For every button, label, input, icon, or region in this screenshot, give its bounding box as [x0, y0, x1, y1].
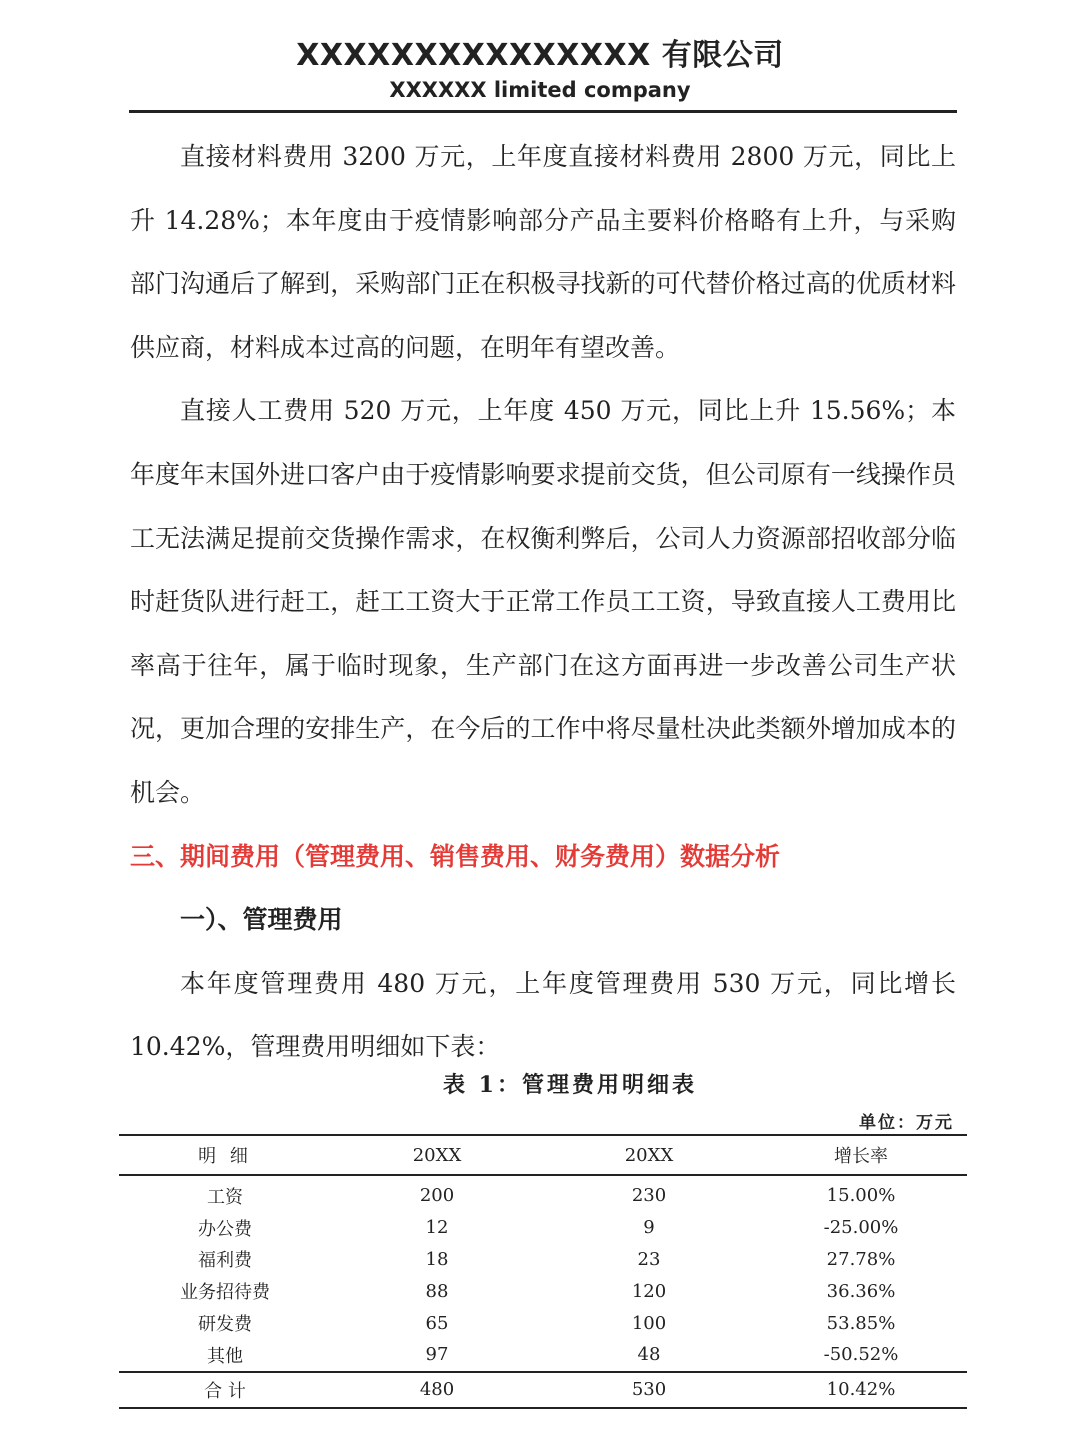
table-cell: 48: [637, 1344, 661, 1366]
table-cell: 其他: [207, 1345, 243, 1367]
table-cell: 办公费: [198, 1218, 252, 1240]
table-cell: 合 计: [119, 1372, 331, 1408]
document-body: [130, 125, 956, 1079]
paragraph-direct-labor: 直接人工费用 520 万元，上年度 450 万元，同比上升 15.56%；本年度年末国外进口客户由于疫情影响要求提前交货，但公司原有一线操作员工无法满足提前交货操作需求，在权衡利弊后，公司人力资源部招收部分临时赶货队进行赶工，赶工工资大于正常工作员工工资，导致直接人工费用比率高于往年，属于临时现象，生产部门在这方面再进一步改善公司生产状况，更加合理的安排生产，在今后的工作中将尽量杜决此类额外增加成本的机会。: [130, 396, 956, 807]
table-cell: 9: [643, 1217, 655, 1239]
table-cell: 100: [631, 1312, 667, 1334]
table-cell: 工资: [207, 1186, 243, 1208]
table-cell: 480: [331, 1372, 543, 1408]
table-cell: 97: [425, 1344, 449, 1366]
table-cell: -50.52%: [823, 1344, 899, 1366]
sub-heading: 一）、管理费用: [180, 905, 343, 935]
table-cell: 120: [631, 1280, 667, 1302]
table-cell: 530: [543, 1372, 755, 1408]
company-title: XXXXXXXXXXXXXXX 有限公司: [296, 38, 784, 73]
paragraph-admin-expenses: 本年度管理费用 480 万元，上年度管理费用 530 万元，同比增长 10.42%，管理费用明细如下表：: [130, 968, 956, 1062]
table-cell: 研发费: [198, 1314, 252, 1336]
table-row: [119, 1212, 967, 1244]
column-header: 增长率: [755, 1135, 967, 1175]
table-caption: 表 1：管理费用明细表: [443, 1072, 697, 1098]
table-cell: 36.36%: [826, 1280, 896, 1302]
column-header: 20XX: [331, 1135, 543, 1175]
table-cell: 福利费: [198, 1250, 252, 1272]
column-header: 20XX: [543, 1135, 755, 1175]
table-cell: 65: [425, 1312, 449, 1334]
table-cell: 15.00%: [826, 1185, 896, 1207]
table-row: [119, 1339, 967, 1372]
table-cell: 10.42%: [755, 1372, 967, 1408]
table-row: [119, 1307, 967, 1339]
table-row: [119, 1244, 967, 1276]
table-cell: 业务招待费: [180, 1282, 270, 1304]
table-cell: 23: [637, 1248, 661, 1270]
column-header: 明 细: [119, 1135, 331, 1175]
admin-expense-table: [119, 1134, 967, 1409]
table-cell: 230: [631, 1185, 667, 1207]
table-total-row: [119, 1372, 967, 1408]
table-header-row: [119, 1135, 967, 1175]
header-divider: [129, 110, 957, 113]
table-cell: 18: [425, 1248, 449, 1270]
paragraph-direct-materials: 直接材料费用 3200 万元，上年度直接材料费用 2800 万元，同比上升 14.28%；本年度由于疫情影响部分产品主要料价格略有上升，与采购部门沟通后了解到，采购部门正在积极寻找新的可代替价格过高的优质材料供应商，材料成本过高的问题，在明年有望改善。: [130, 142, 956, 362]
table-cell: 200: [419, 1185, 455, 1207]
table-cell: 12: [425, 1217, 449, 1239]
table-row: [119, 1275, 967, 1307]
section-heading: 三、期间费用（管理费用、销售费用、财务费用）数据分析: [130, 841, 781, 871]
company-subtitle: XXXXXX limited company: [389, 78, 691, 102]
table-cell: 88: [425, 1280, 449, 1302]
table-row: [119, 1175, 967, 1212]
table-unit-label: 单位：万元: [859, 1113, 954, 1133]
table-cell: -25.00%: [823, 1217, 899, 1239]
table-cell: 27.78%: [826, 1248, 896, 1270]
table-cell: 53.85%: [826, 1312, 896, 1334]
